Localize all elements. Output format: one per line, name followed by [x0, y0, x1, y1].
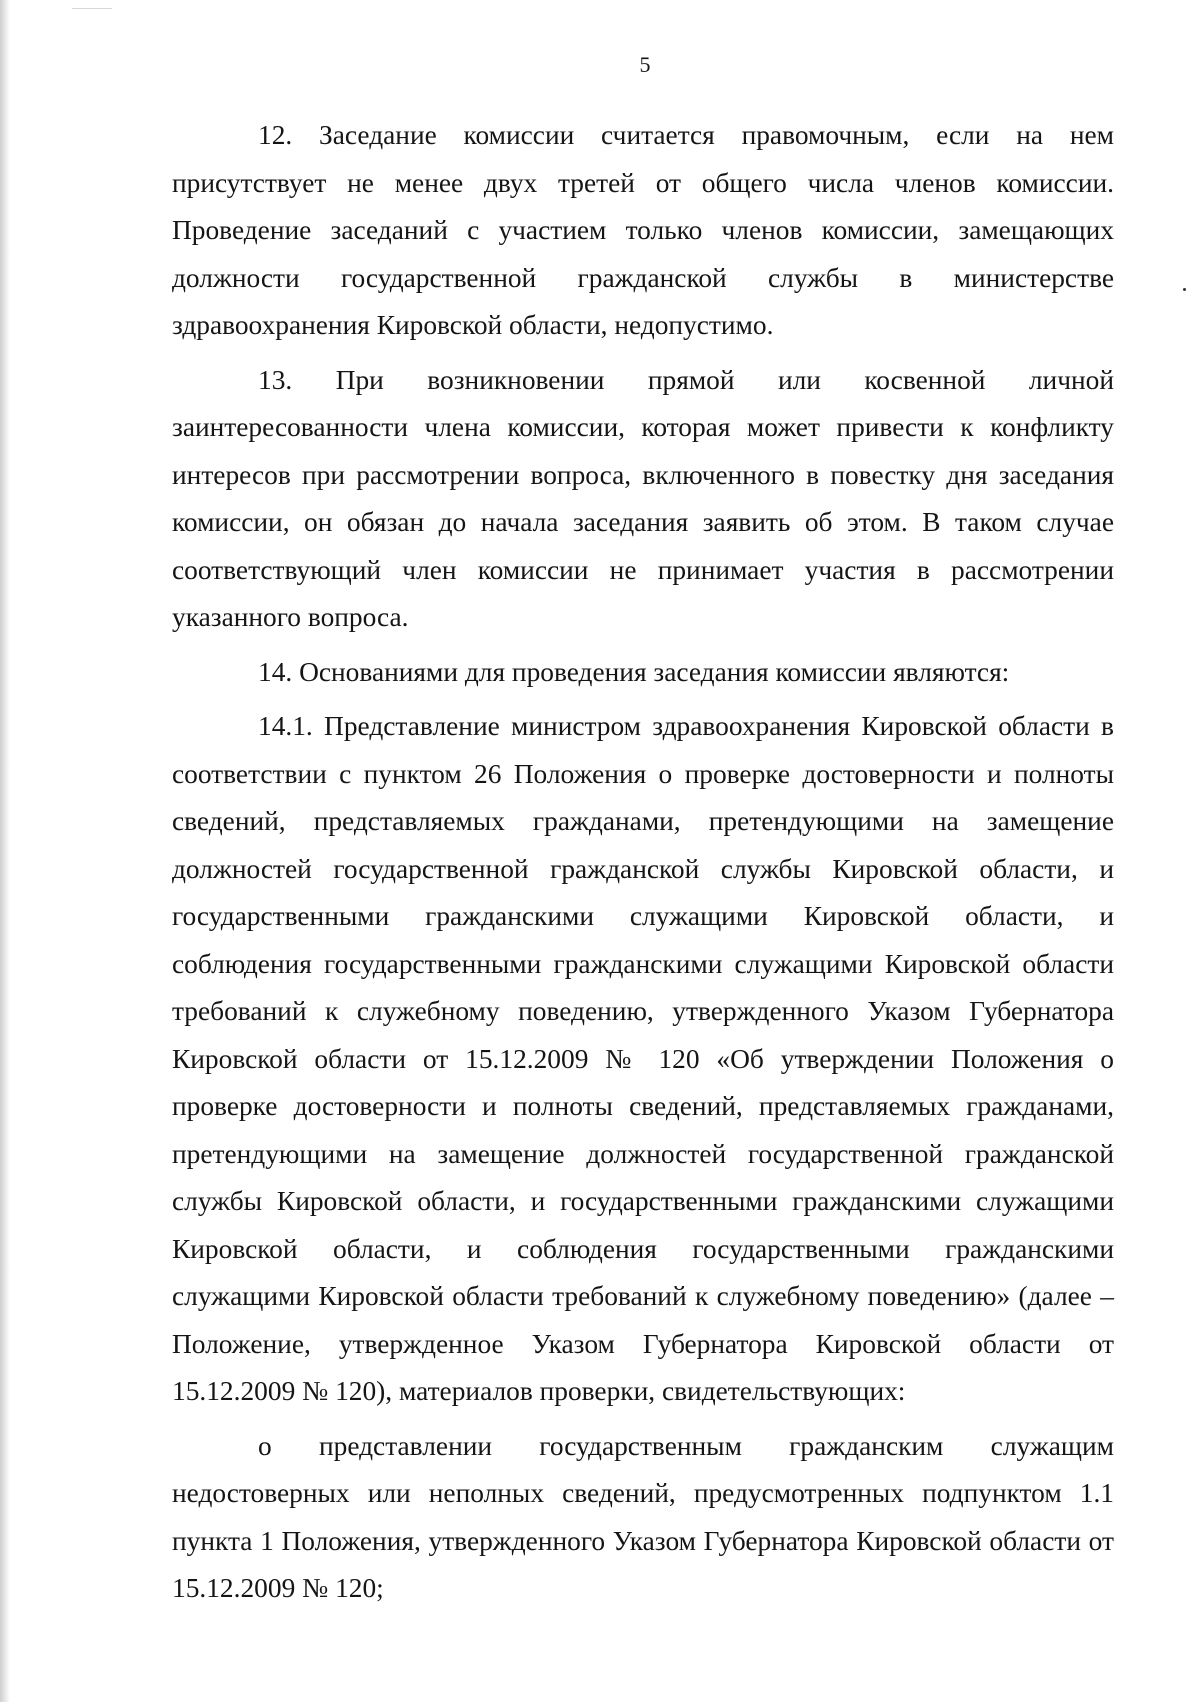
margin-dot: [1183, 288, 1186, 291]
paragraph-14: 14. Основаниями для проведения заседания комиссии являются:: [258, 656, 1010, 687]
paragraph-12: 12. Заседание комиссии считается правомочным, если на нем присутствует не менее двух третей от общего числа членов комиссии. Проведение заседаний с участием только членов комиссии, замещающих должности государственной гражданской службы в министерстве здравоохранения Кировской области, недопустимо.: [172, 120, 1114, 340]
paragraph-14-1: 14.1. Представление министром здравоохранения Кировской области в соответствии с пунктом 26 Положения о проверке достоверности и полноты сведений, представляемых гражданами, претендующими на замещение должностей государственной гражданской службы Кировской области, и государственными гражданскими служащими Кировской области, и соблюдения государственными гражданскими служащими Кировской области требований к служебному поведению, утвержденного Указом Губернатора Кировской области от 15.12.2009 № 120 «Об утверждении Положения о проверке достоверности и полноты сведений, представляемых гражданами, претендующими на замещение должностей государственной гражданской службы Кировской области, и государственными гражданскими служащими Кировской области, и соблюдения государственными гражданскими служащими Кировской области требований к служебному поведению» (далее – Положение, утвержденное Указом Губернатора Кировской области от 15.12.2009 № 120), материалов проверки, свидетельствующих:: [172, 711, 1114, 1406]
paragraph-14-1-item: о представлении государственным гражданским служащим недостоверных или неполных сведений, предусмотренных подпунктом 1.1 пункта 1 Положения, утвержденного Указом Губернатора Кировской области от 15.12.2009 № 120;: [172, 1430, 1114, 1603]
document-body: [172, 112, 1114, 1613]
scan-edge-shadow: [0, 0, 10, 1702]
paragraph-13: 13. При возникновении прямой или косвенной личной заинтересованности члена комиссии, которая может привести к конфликту интересов при рассмотрении вопроса, включенного в повестку дня заседания комиссии, он обязан до начала заседания заявить об этом. В таком случае соответствующий член комиссии не принимает участия в рассмотрении указанного вопроса.: [172, 364, 1114, 632]
page-number: 5: [639, 52, 651, 77]
scan-corner-mark: [72, 8, 112, 9]
